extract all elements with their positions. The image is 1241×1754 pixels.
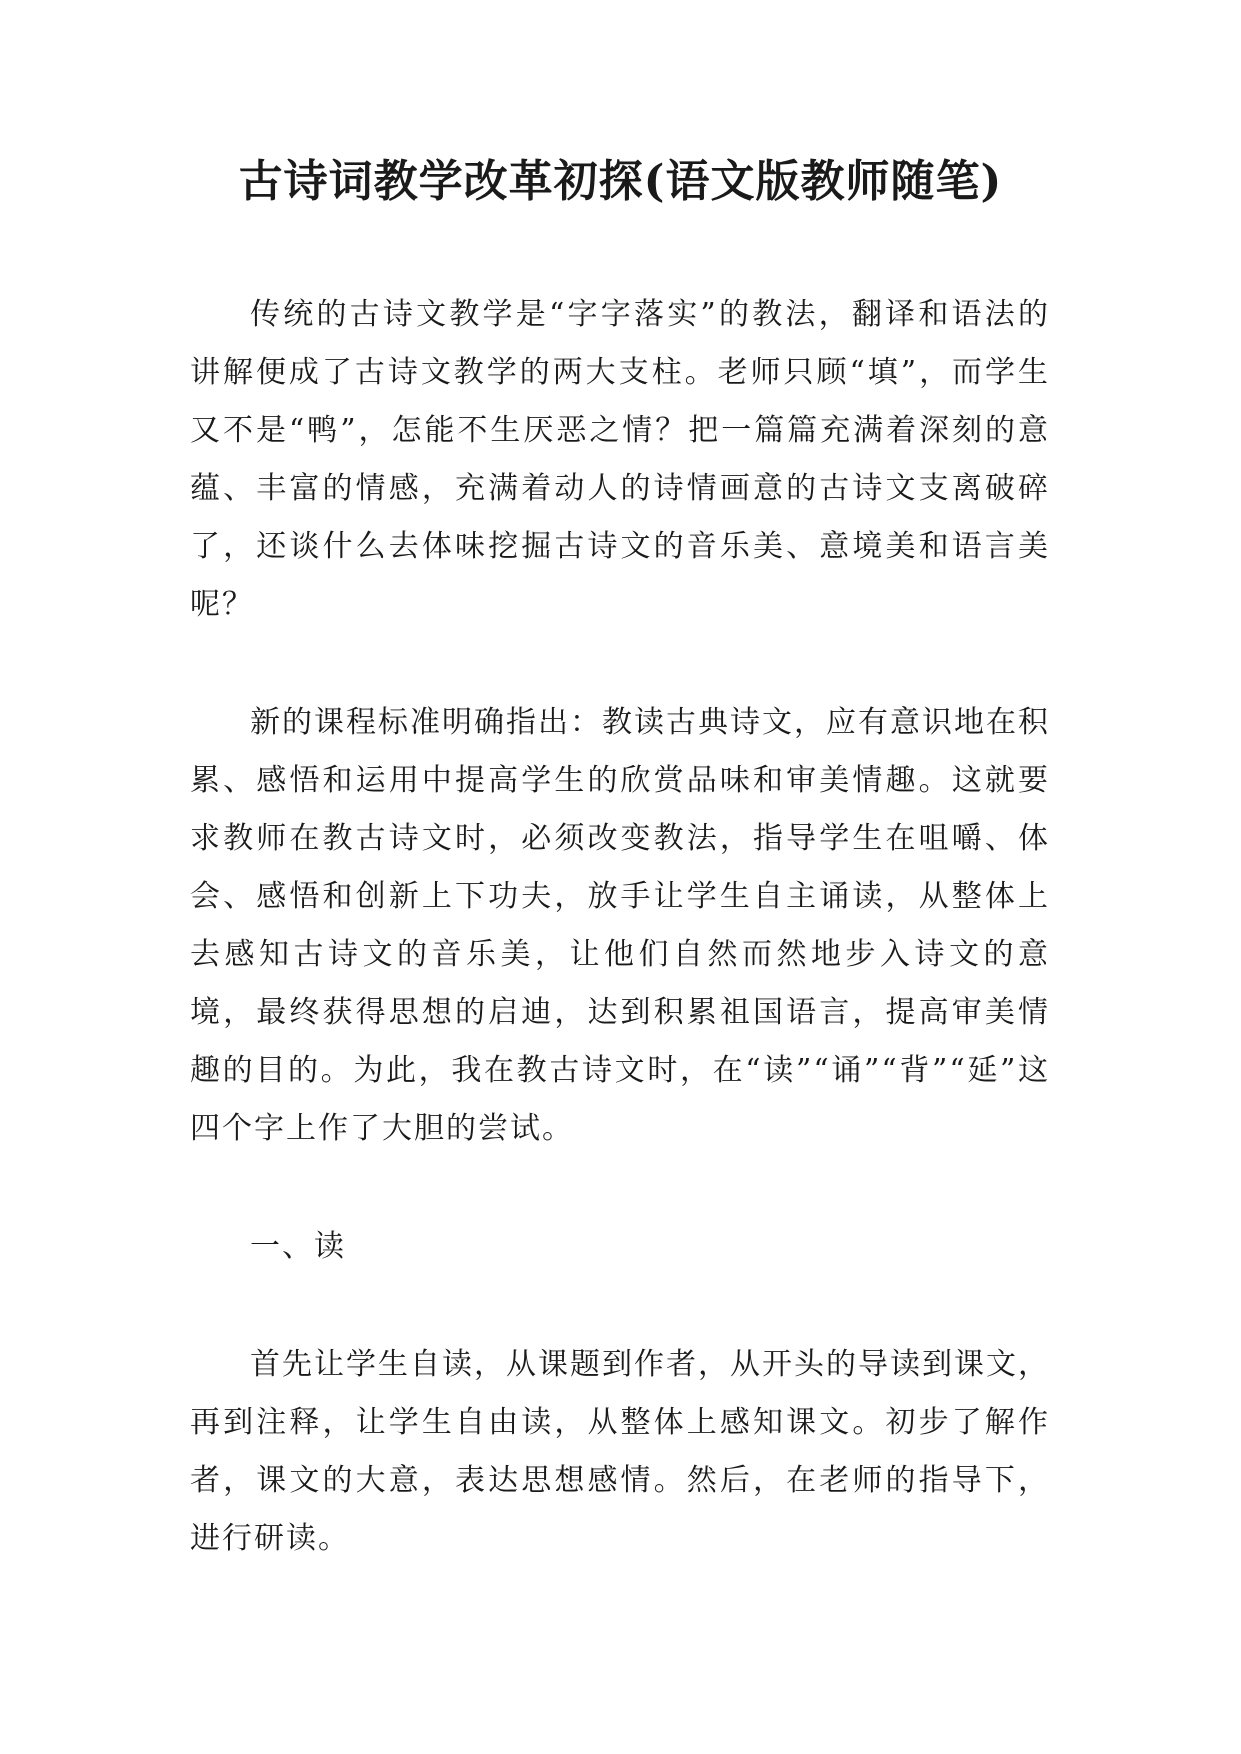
document-body [190,286,1050,1628]
section-heading-read: 一、读 [250,1229,346,1264]
paragraph-read: 首先让学生自读，从课题到作者，从开头的导读到课文，再到注释，让学生自由读，从整体上感知课文。初步了解作者，课文的大意，表达思想感情。然后，在老师的指导下，进行研读。 [190,1347,1050,1556]
paragraph-curriculum: 新的课程标准明确指出：教读古典诗文，应有意识地在积累、感悟和运用中提高学生的欣赏品味和审美情趣。这就要求教师在教古诗文时，必须改变教法，指导学生在咀嚼、体会、感悟和创新上下功夫，放手让学生自主诵读，从整体上去感知古诗文的音乐美，让他们自然而然地步入诗文的意境，最终获得思想的启迪，达到积累祖国语言，提高审美情趣的目的。为此，我在教古诗文时，在“读”“诵”“背”“延”这四个字上作了大胆的尝试。 [190,705,1050,1146]
document-title: 古诗词教学改革初探(语文版教师随笔) [238,156,1003,207]
paragraph-intro: 传统的古诗文教学是“字字落实”的教法，翻译和语法的讲解便成了古诗文教学的两大支柱。老师只顾“填”，而学生又不是“鸭”，怎能不生厌恶之情？把一篇篇充满着深刻的意蕴、丰富的情感，充满着动人的诗情画意的古诗文支离破碎了，还谈什么去体味挖掘古诗文的音乐美、意境美和语言美呢？ [190,297,1050,622]
